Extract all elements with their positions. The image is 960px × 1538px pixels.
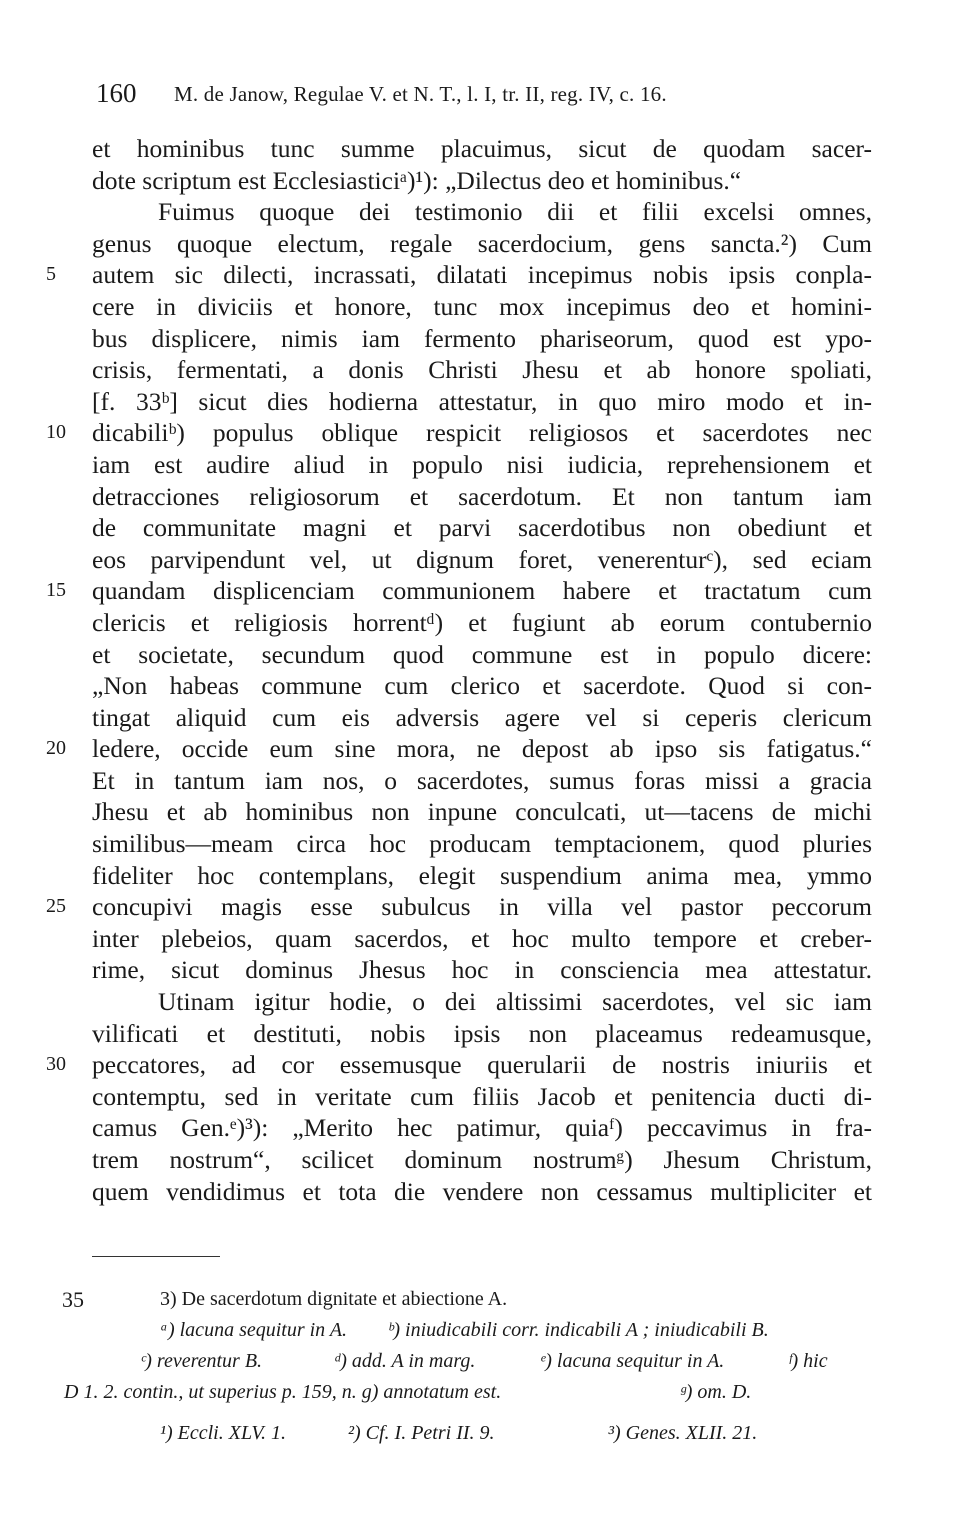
line-text: Fuimus quoque dei testimonio dii et filii excelsi omnes, bbox=[158, 197, 872, 227]
line-text: et hominibus tunc summe placuimus, sicut de quodam sacer- bbox=[92, 134, 872, 163]
text-line bbox=[92, 544, 872, 576]
text-line bbox=[92, 860, 872, 892]
line-text: crisis, fermentati, a donis Christi Jhesu et ab honore spoliati, bbox=[92, 355, 872, 385]
text-line bbox=[92, 196, 872, 228]
sidenote-3: 3) De sacerdotum dignitate et abiectione A. bbox=[160, 1288, 508, 1310]
text-line bbox=[92, 1112, 872, 1144]
line-text: quandam displicenciam communionem habere et tractatum cum bbox=[92, 576, 872, 606]
line-text: autem sic dilecti, incrassati, dilatati incepimus nobis ipsis conpla- bbox=[92, 260, 872, 290]
line-text: detracciones religiosorum et sacerdotum. Et non tantum iam bbox=[92, 481, 872, 511]
footnote-line-1 bbox=[64, 1284, 879, 1315]
text-line bbox=[92, 828, 872, 860]
text-line bbox=[46, 259, 872, 291]
text-line bbox=[46, 417, 872, 449]
text-line bbox=[92, 670, 872, 702]
text-line bbox=[92, 386, 872, 418]
text-line bbox=[92, 986, 872, 1018]
line-text: vilificati et destituti, nobis ipsis non placeamus redeamusque, bbox=[92, 1018, 872, 1048]
text-line bbox=[92, 133, 872, 165]
text-line bbox=[92, 323, 872, 355]
footnote-rule bbox=[92, 1256, 220, 1257]
text-line bbox=[92, 796, 872, 828]
line-text: Et in tantum iam nos, o sacerdotes, sumus foras missi a gracia bbox=[92, 765, 872, 795]
text-line bbox=[46, 1049, 872, 1081]
line-text: cere in diviciis et honore, tunc mox incepimus deo et homini- bbox=[92, 291, 872, 321]
source-note-3: ³) Genes. XLII. 21. bbox=[608, 1422, 758, 1444]
line-text: ledere, occide eum sine mora, ne depost ab ipso sis fatigatus.“ bbox=[92, 734, 872, 764]
line-text: Jhesu et ab hominibus non inpune conculcati, ut—tacens de michi bbox=[92, 797, 872, 827]
apparatus-a: ᵃ) lacuna sequitur in A. bbox=[160, 1319, 348, 1341]
running-head bbox=[96, 78, 876, 110]
line-text: genus quoque electum, regale sacerdocium, gens sancta.²) Cum bbox=[92, 228, 872, 258]
text-line bbox=[46, 733, 872, 765]
text-line bbox=[46, 891, 872, 923]
running-title: M. de Janow, Regulae V. et N. T., l. I, tr. II, reg. IV, c. 16. bbox=[174, 82, 667, 106]
source-note-1: ¹) Eccli. XLV. 1. bbox=[160, 1422, 286, 1444]
text-line bbox=[92, 923, 872, 955]
apparatus-c: ᶜ) reverentur B. bbox=[140, 1350, 263, 1372]
text-line bbox=[92, 954, 872, 986]
text-line bbox=[92, 449, 872, 481]
apparatus-d: ᵈ) add. A in marg. bbox=[334, 1350, 476, 1372]
line-text: contemptu, sed in veritate cum filiis Jacob et penitencia ducti di- bbox=[92, 1081, 872, 1111]
text-line bbox=[92, 1018, 872, 1050]
text-line bbox=[92, 512, 872, 544]
line-number: 30 bbox=[46, 1053, 66, 1076]
main-text bbox=[46, 133, 872, 1207]
line-text: bus displicere, nimis iam fermento phariseorum, quod est ypo- bbox=[92, 323, 872, 353]
text-line bbox=[92, 354, 872, 386]
line-text: eos parvipendunt vel, ut dignum foret, venerenturᶜ), sed eciam bbox=[92, 544, 872, 574]
text-line bbox=[92, 1176, 872, 1208]
line-text: dote scriptum est Ecclesiasticiᵃ)¹): „Dilectus deo et hominibus.“ bbox=[92, 165, 742, 195]
line-text: Utinam igitur hodie, o dei altissimi sacerdotes, vel sic iam bbox=[158, 987, 872, 1017]
apparatus-f-continued: D 1. 2. contin., ut superius p. 159, n. g) annotatum est. bbox=[64, 1381, 502, 1403]
line-text: peccatores, ad cor essemusque querularii de nostris iniuriis et bbox=[92, 1050, 872, 1080]
line-text: iam est audire aliud in populo nisi iudicia, reprehensionem et bbox=[92, 449, 872, 479]
line-text: de communitate magni et parvi sacerdotibus non obediunt et bbox=[92, 513, 872, 543]
line-text: tingat aliquid cum eis adversis agere vel si ceperis clericum bbox=[92, 702, 872, 732]
line-number: 25 bbox=[46, 895, 66, 918]
footnotes bbox=[64, 1284, 879, 1449]
text-line bbox=[46, 575, 872, 607]
line-text: concupivi magis esse subulcus in villa vel pastor peccorum bbox=[92, 892, 872, 922]
text-line bbox=[92, 765, 872, 797]
text-line bbox=[92, 228, 872, 260]
apparatus-e: ᵉ) lacuna sequitur in A. bbox=[540, 1350, 725, 1372]
line-text: clericis et religiosis horrentᵈ) et fugiunt ab eorum contubernio bbox=[92, 607, 872, 637]
text-line bbox=[92, 639, 872, 671]
apparatus-f: ᶠ) hic bbox=[788, 1350, 828, 1372]
footnote-line-3 bbox=[64, 1346, 879, 1377]
line-text: [f. 33ᵇ] sicut dies hodierna attestatur, in quo miro modo et in- bbox=[92, 386, 872, 416]
line-text: rime, sicut dominus Jhesus hoc in consciencia mea attestatur. bbox=[92, 955, 872, 985]
footnote-line-5 bbox=[64, 1418, 879, 1449]
page-number: 160 bbox=[96, 78, 137, 108]
line-number: 5 bbox=[46, 263, 56, 286]
line-text: camus Gen.ᵉ)³): „Merito hec patimur, quiaᶠ) peccavimus in fra- bbox=[92, 1113, 872, 1143]
apparatus-g: ᵍ) om. D. bbox=[680, 1381, 752, 1403]
text-line bbox=[92, 291, 872, 323]
source-note-2: ²) Cf. I. Petri II. 9. bbox=[348, 1422, 495, 1444]
line-text: fideliter hoc contemplans, elegit suspendium anima mea, ymmo bbox=[92, 860, 872, 890]
text-line bbox=[92, 1081, 872, 1113]
text-line bbox=[92, 165, 872, 197]
apparatus-b: ᵇ) iniudicabili corr. indicabili A ; iniudicabili B. bbox=[388, 1319, 769, 1341]
footnote-line-4 bbox=[64, 1377, 879, 1408]
text-line bbox=[92, 481, 872, 513]
line-number: 20 bbox=[46, 737, 66, 760]
text-line bbox=[92, 1144, 872, 1176]
line-number: 10 bbox=[46, 421, 66, 444]
line-text: dicabiliᵇ) populus oblique respicit religiosos et sacerdotes nec bbox=[92, 418, 872, 448]
footnote-line-2 bbox=[64, 1315, 879, 1346]
line-text: inter plebeios, quam sacerdos, et hoc multo tempore et creber- bbox=[92, 923, 872, 953]
line-number: 15 bbox=[46, 579, 66, 602]
line-text: „Non habeas commune cum clerico et sacerdote. Quod si con- bbox=[92, 671, 872, 701]
line-text: trem nostrum“, scilicet dominum nostrumᵍ) Jhesum Christum, bbox=[92, 1145, 872, 1174]
line-text: et societate, secundum quod commune est in populo dicere: bbox=[92, 639, 872, 669]
text-line bbox=[92, 607, 872, 639]
text-line bbox=[92, 702, 872, 734]
footnote-line-number: 35 bbox=[62, 1287, 84, 1312]
line-text: similibus—meam circa hoc producam temptacionem, quod pluries bbox=[92, 829, 872, 859]
line-text: quem vendidimus et tota die vendere non cessamus multipliciter et bbox=[92, 1176, 872, 1206]
